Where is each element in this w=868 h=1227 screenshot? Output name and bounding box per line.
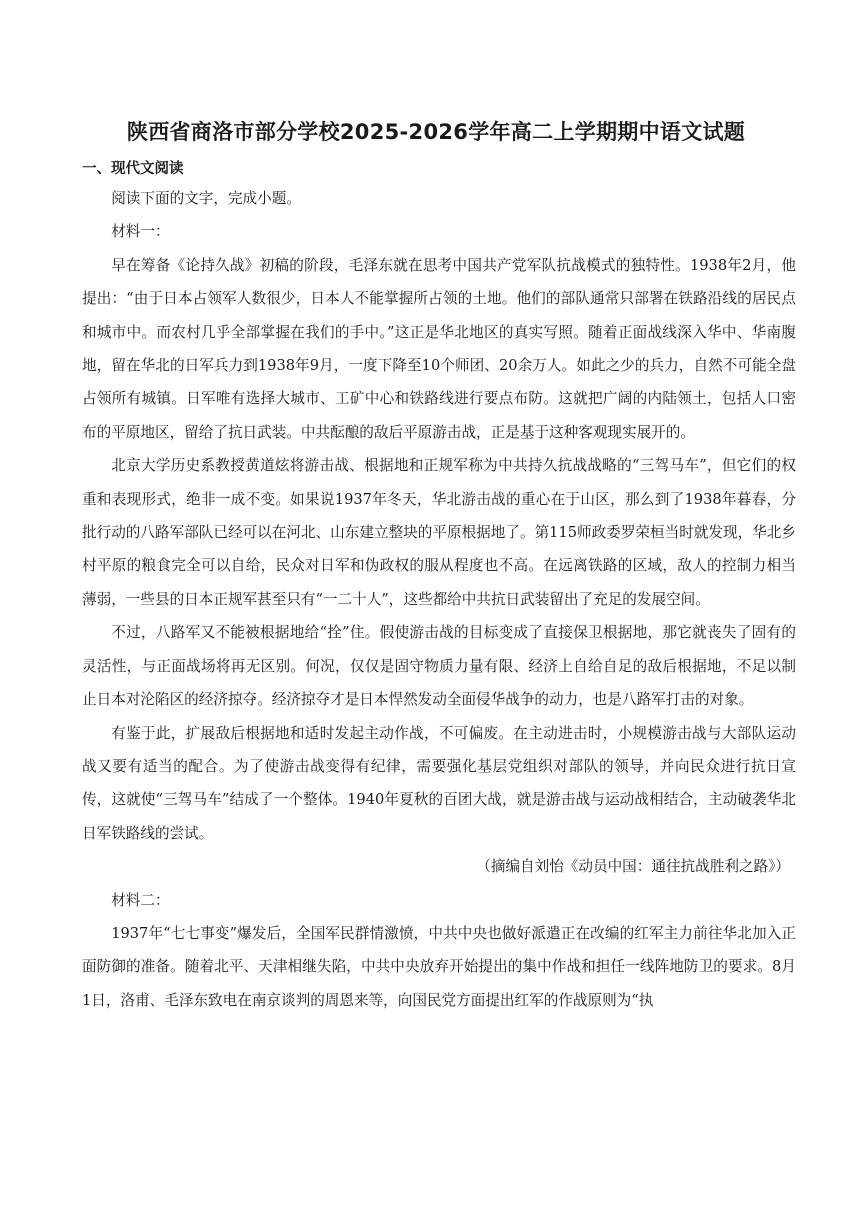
material-1-paragraph-3: 不过，八路军又不能被根据地给“拴”住。假使游击战的目标变成了直接保卫根据地，那它就丧失了固有的灵活性，与正面战场将再无区别。何况，仅仅是固守物质力量有限、经济上自给自足的敌后根据地，不足以制止日本对沦陷区的经济掠夺。经济掠夺才是日本悍然发动全面侵华战争的动力，也是八路军打击的对象。 [82, 624, 796, 709]
material-1-paragraph-4: 有鉴于此，扩展敌后根据地和适时发起主动作战，不可偏废。在主动进击时，小规模游击战与大部队运动战又要有适当的配合。为了使游击战变得有纪律，需要强化基层党组织对部队的领导，并向民众进行抗日宣传，这就使“三驾马车”结成了一个整体。1940年夏秋的百团大战，就是游击战与运动战相结合，主动破袭华北日军铁路线的尝试。 [82, 724, 796, 842]
instruction-text: 阅读下面的文字，完成小题。 [111, 190, 301, 207]
material-1-source: （摘编自刘怡《动员中国：通往抗战胜利之路》） [476, 858, 790, 876]
material-1-paragraph-2: 北京大学历史系教授黄道炫将游击战、根据地和正规军称为中共持久抗战战略的“三驾马车”，但它们的权重和表现形式，绝非一成不变。如果说1937年冬天，华北游击战的重心在于山区，那么到了1938年暮春，分批行动的八路军部队已经可以在河北、山东建立整块的平原根据地了。第115师政委罗荣桓当时就发现，华北乡村平原的粮食完全可以自给，民众对日军和伪政权的服从程度也不高。在远离铁路的区域，敌人的控制力相当薄弱，一些县的日本正规军甚至只有“一二十人”，这些都给中共抗日武装留出了充足的发展空间。 [82, 457, 796, 608]
section-heading: 一、现代文阅读 [82, 161, 184, 177]
material-1-label: 材料一： [111, 223, 170, 241]
material-2-label: 材料二： [111, 891, 170, 909]
material-2-paragraph-1: 1937年“七七事变”爆发后，全国军民群情激愤，中共中央也做好派遣正在改编的红军主力前往华北加入正面防御的准备。随着北平、天津相继失陷，中共中央放弃开始提出的集中作战和担任一线阵地防卫的要求。8月1日，洛甫、毛泽东致电在南京谈判的周恩来等，向国民党方面提出红军的作战原则为“执 [82, 924, 796, 1009]
page-title: 陕西省商洛市部分学校2025-2026学年高二上学期期中语文试题 [126, 120, 746, 144]
material-1-paragraph-1: 早在筹备《论持久战》初稿的阶段，毛泽东就在思考中国共产党军队抗战模式的独特性。1938年2月，他提出：“由于日本占领军人数很少，日本人不能掌握所占领的土地。他们的部队通常只部署在铁路沿线的居民点和城市中。而农村几乎全部掌握在我们的手中。”这正是华北地区的真实写照。随着正面战线深入华中、华南腹地，留在华北的日军兵力到1938年9月，一度下降至10个师团、20余万人。如此之少的兵力，自然不可能全盘占领所有城镇。日军唯有选择大城市、工矿中心和铁路线进行要点布防。这就把广阔的内陆领土，包括人口密布的平原地区，留给了抗日武装。中共酝酿的敌后平原游击战，正是基于这种客观现实展开的。 [82, 256, 796, 441]
